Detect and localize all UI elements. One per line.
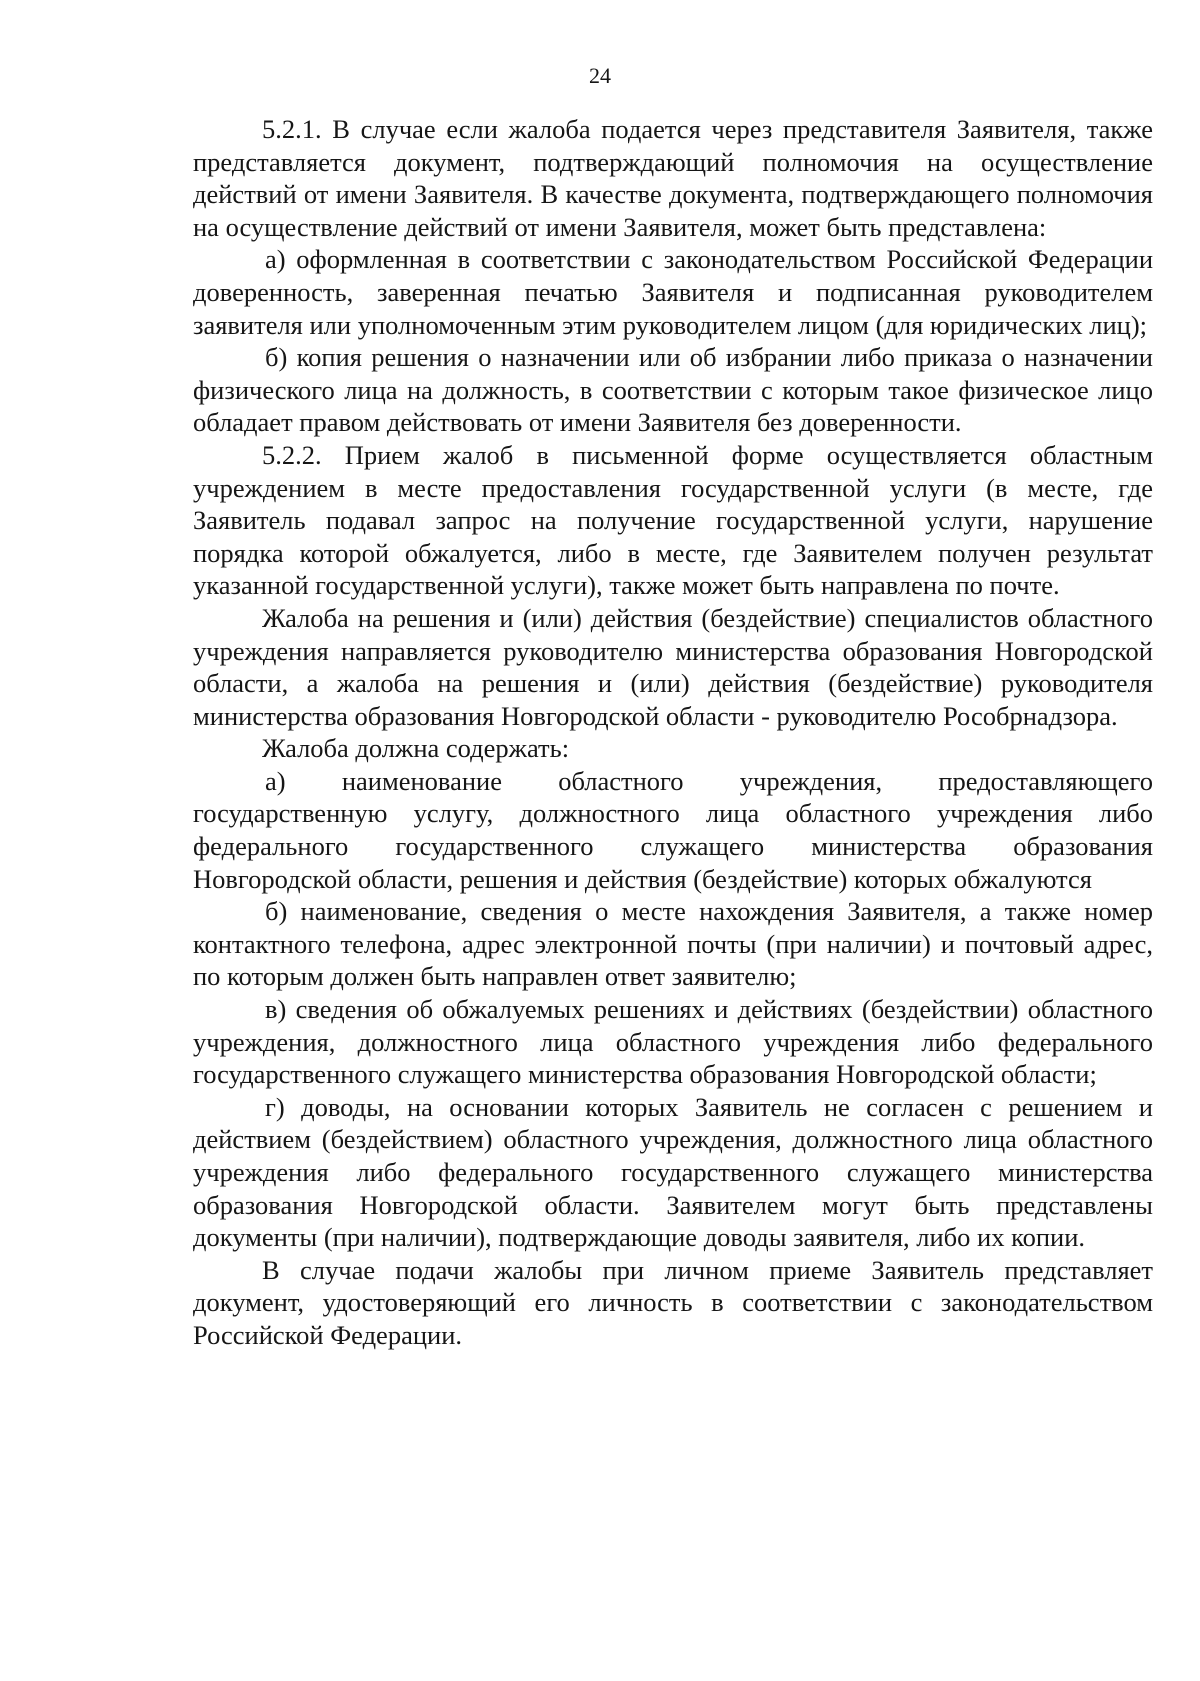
paragraph-complaint-contents-intro: Жалоба должна содержать: bbox=[262, 733, 570, 764]
list-item-g-arguments: г) доводы, на основании которых Заявитель не согласен с решением и действием (бездействием) областного учреждения, должностного лица областного учреждения либо федерального государственного служащего министерства образования Новгородской области. Заявителем могут быть представлены документы (при наличии), подтверждающие доводы заявителя, либо их копии. bbox=[193, 1091, 1153, 1253]
list-item-a-power-of-attorney: а) оформленная в соответствии с законодательством Российской Федерации доверенность, заверенная печатью Заявителя и подписанная руководителем заявителя или уполномоченным этим руководителем лицом (для юридических лиц); bbox=[193, 244, 1153, 340]
list-item-b-applicant-details: б) наименование, сведения о месте нахождения Заявителя, а также номер контактного телефона, адрес электронной почты (при наличии) и почтовый адрес, по которым должен быть направлен ответ заявителю; bbox=[193, 896, 1153, 992]
paragraph-5-2-1: 5.2.1. В случае если жалоба подается через представителя Заявителя, также представляется документ, подтверждающий полномочия на осуществление действий от имени Заявителя. В качестве документа, подтверждающего полномочия на осуществление действий от имени Заявителя, может быть представлена: bbox=[193, 114, 1153, 242]
paragraph-personal-reception: В случае подачи жалобы при личном приеме Заявитель представляет документ, удостоверяющий его личность в соответствии с законодательством Российской Федерации. bbox=[193, 1254, 1153, 1350]
list-item-b-appointment-order: б) копия решения о назначении или об избрании либо приказа о назначении физического лица на должность, в соответствии с которым такое физическое лицо обладает правом действовать от имени Заявителя без доверенности. bbox=[193, 342, 1153, 438]
list-item-v-appealed-decisions: в) сведения об обжалуемых решениях и действиях (бездействии) областного учреждения, должностного лица областного учреждения либо федерального государственного служащего министерства образования Новгородской области; bbox=[193, 994, 1153, 1090]
page-number: 24 bbox=[589, 63, 611, 88]
list-item-a-institution-name: а) наименование областного учреждения, предоставляющего государственную услугу, должностного лица областного учреждения либо федерального государственного служащего министерства образования Новгородской области, решения и действия (бездействие) которых обжалуются bbox=[193, 765, 1153, 894]
paragraph-complaint-routing: Жалоба на решения и (или) действия (бездействие) специалистов областного учреждения направляется руководителю министерства образования Новгородской области, а жалоба на решения и (или) действия (бездействие) руководителя министерства образования Новгородской области - руководителю Рособрнадзора. bbox=[193, 602, 1153, 731]
document-body bbox=[193, 113, 1153, 1352]
paragraph-5-2-2: 5.2.2. Прием жалоб в письменной форме осуществляется областным учреждением в месте предоставления государственной услуги (в месте, где Заявитель подавал запрос на получение государственной услуги, нарушение порядка которой обжалуется, либо в месте, где Заявителем получен результат указанной государственной услуги), также может быть направлена по почте. bbox=[193, 439, 1153, 601]
